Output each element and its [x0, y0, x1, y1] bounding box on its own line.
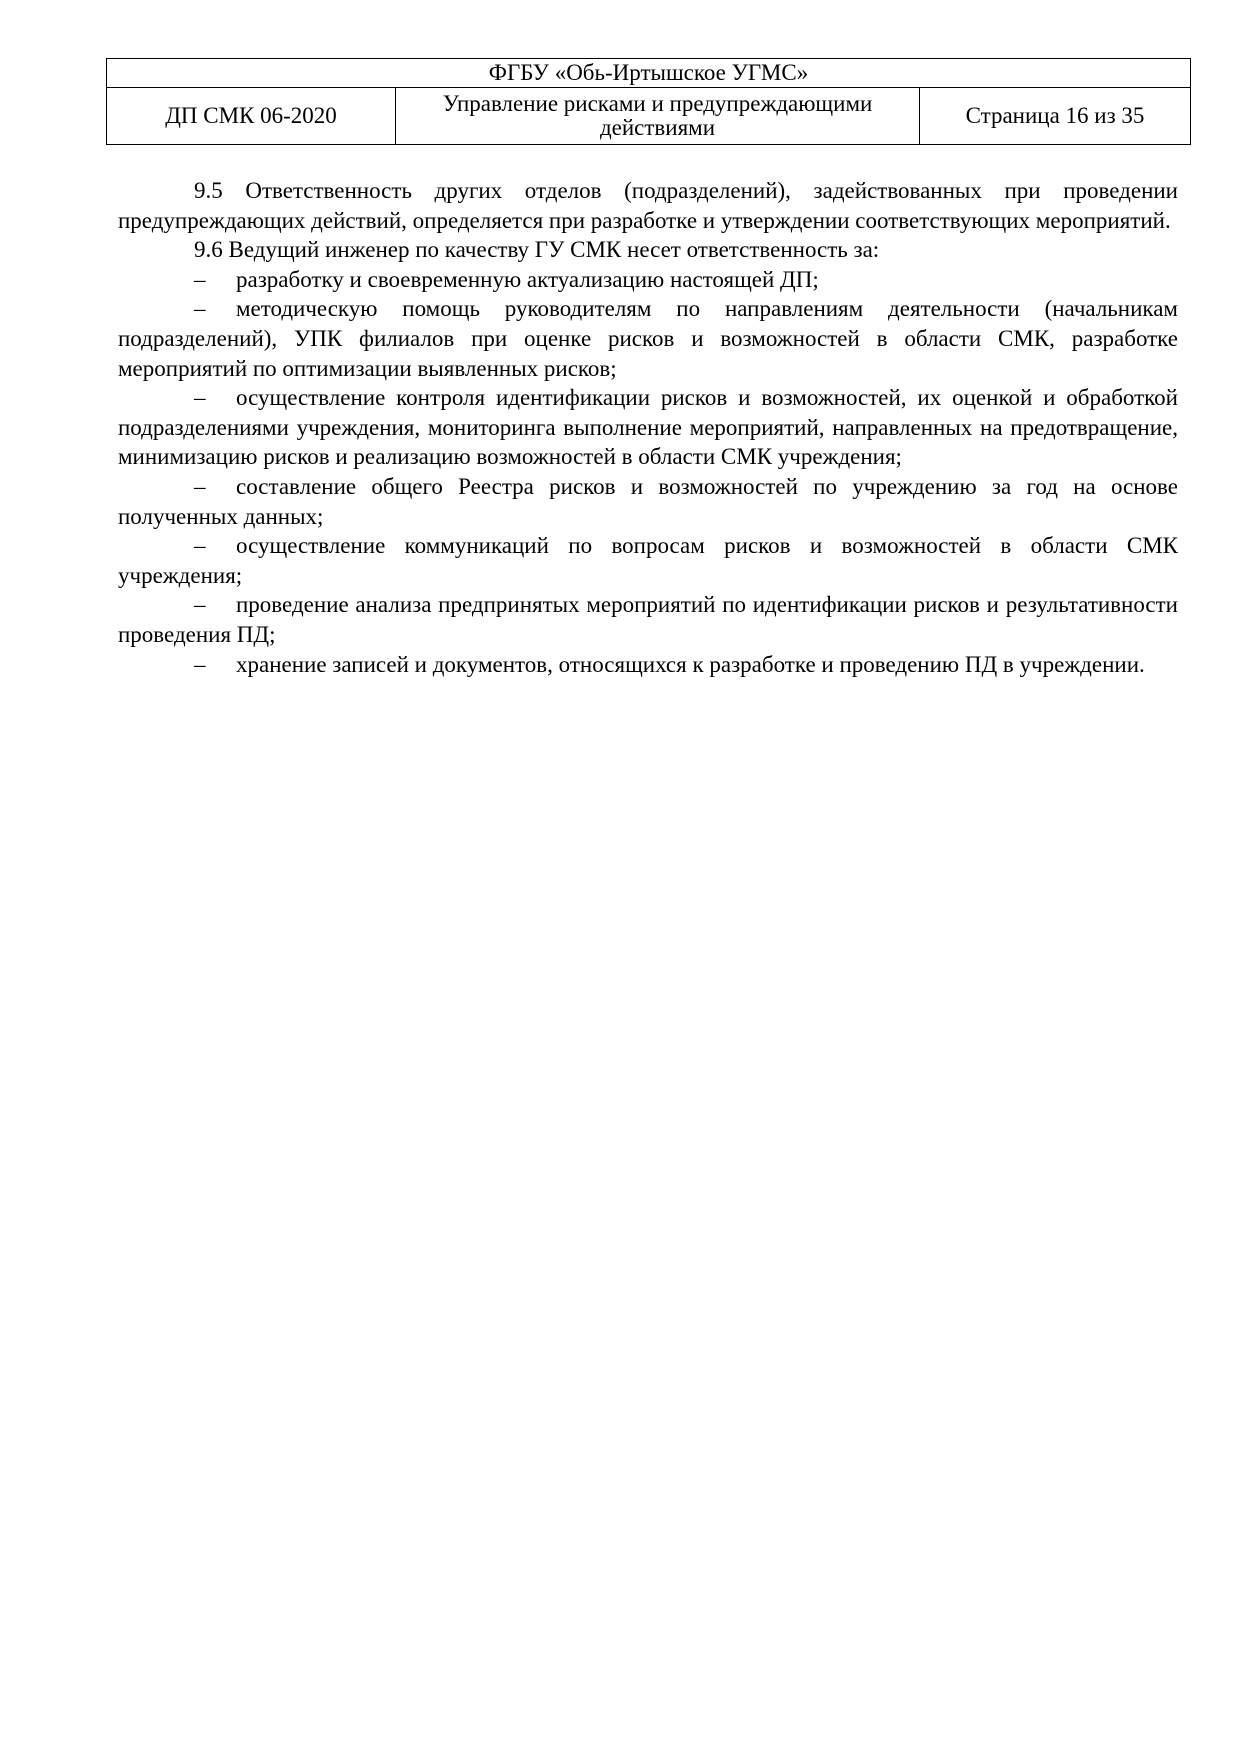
list-item: [118, 265, 1178, 295]
list-item: [118, 531, 1178, 590]
document-title: Управление рисками и предупреждающими действиями: [396, 88, 920, 145]
list-item-text: осуществление контроля идентификации рисков и возможностей, их оценкой и обработкой подразделениями учреждения, мониторинга выполнение мероприятий, направленных на предотвращение, минимизацию рисков и реализацию возможностей в области СМК учреждения;: [118, 385, 1178, 470]
list-item-text: составление общего Реестра рисков и возможностей по учреждению за год на основе полученных данных;: [118, 473, 1178, 529]
paragraph-9-5: 9.5 Ответственность других отделов (подразделений), задействованных при проведении предупреждающих действий, определяется при разработке и утверждении соответствующих мероприятий.: [118, 178, 1178, 233]
list-item: [118, 383, 1178, 472]
list-item: [118, 472, 1178, 531]
dash-bullet: –: [194, 266, 206, 292]
list-item-text: хранение записей и документов, относящихся к разработке и проведению ПД в учреждении.: [236, 651, 1145, 677]
dash-bullet: –: [194, 592, 206, 618]
list-item: [118, 590, 1178, 649]
header-org-row: [107, 59, 1191, 88]
list-item-text: методическую помощь руководителям по направлениям деятельности (начальникам подразделений), УПК филиалов при оценке рисков и возможностей в области СМК, разработке мероприятий по оптимизации выявленных рисков;: [118, 296, 1178, 381]
list-item: [118, 294, 1178, 383]
document-header: [106, 58, 1191, 145]
header-info-row: [107, 88, 1191, 145]
list-item-text: осуществление коммуникаций по вопросам рисков и возможностей в области СМК учреждения;: [118, 533, 1178, 588]
dash-bullet: –: [194, 533, 206, 559]
paragraph-9-6: 9.6 Ведущий инженер по качеству ГУ СМК несет ответственность за:: [194, 237, 880, 263]
dash-bullet: –: [194, 473, 206, 499]
page-number: Страница 16 из 35: [920, 88, 1191, 145]
list-item-text: проведение анализа предпринятых мероприятий по идентификации рисков и результативности проведения ПД;: [118, 592, 1178, 647]
document-code: ДП СМК 06-2020: [107, 88, 396, 145]
dash-bullet: –: [194, 296, 206, 322]
list-item-text: разработку и своевременную актуализацию настоящей ДП;: [236, 266, 819, 292]
organization-name: ФГБУ «Обь-Иртышское УГМС»: [107, 59, 1191, 88]
list-item: [118, 650, 1178, 680]
dash-bullet: –: [194, 651, 206, 677]
dash-bullet: –: [194, 385, 206, 411]
document-body: [118, 176, 1178, 679]
